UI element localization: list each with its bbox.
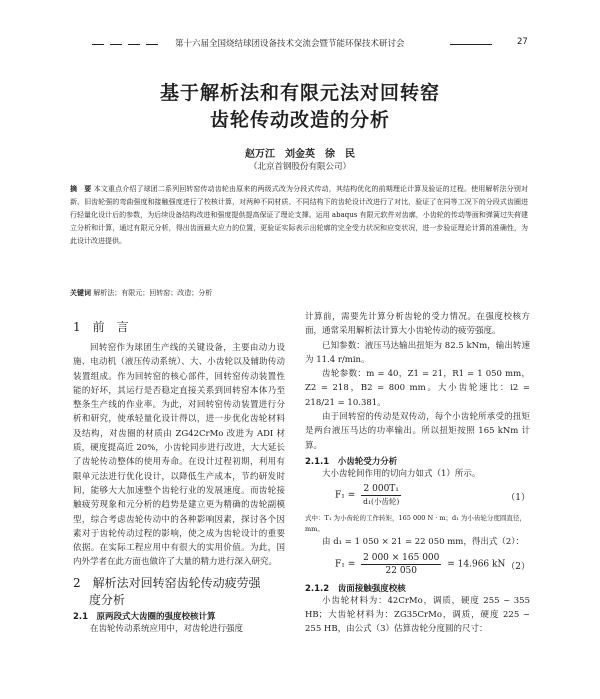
affiliation: （北京首钢股份有限公司） — [248, 162, 351, 172]
section-2-heading-line2: 度分析 — [89, 592, 126, 607]
header-rule — [146, 44, 158, 45]
header-rule — [128, 44, 140, 45]
equation-1-numerator: 2 000T₁ — [361, 483, 401, 496]
section-2-heading-line1: 2 解析法对回转窑齿轮传动疲劳强 — [73, 575, 261, 590]
header-rule — [450, 44, 492, 45]
section-2-1-2-heading: 2.1.2 齿面接触强度校核 — [305, 583, 406, 594]
equation-1-number: （1） — [506, 493, 530, 504]
keywords-text: 解析法；有限元；回转窑；改造；分析 — [93, 289, 213, 297]
equation-2-denominator: 22 050 — [385, 565, 418, 576]
equation-2-numerator: 2 000 × 165 000 — [363, 552, 440, 563]
left-column — [73, 318, 285, 636]
paragraph: 计算前，需要先计算分析齿轮的受力情况。在强度校核方面，通常采用解析法计算大小齿轮传动的疲劳强度。 — [305, 312, 530, 337]
paragraph: 已知参数：液压马达输出扭矩为 82.5 kNm，输出转速为 11.4 r/min。 — [305, 340, 530, 365]
header-rule — [92, 44, 104, 45]
paper-title-line2: 齿轮传动改造的分析 — [209, 109, 390, 131]
equation-1 — [335, 483, 530, 511]
paragraph: 大小齿轮间作用的切向力如式（1）所示。 — [322, 468, 481, 479]
abstract-text: 本文重点介绍了球团二系列回转窑传动齿轮由原来的两级式改为分段式传动，其结构优化的前期理论计算及验证的过程。使用解析法分别对新、旧齿轮强的弯曲强度和接触强度进行了校核计算，对两种不同材质、不同结构下的齿轮设计改进行了对比，验证了在同等工况下的分段式齿圈进行轻量化设计后的参数，为后续设备结构改进和强度提供提高保证了理论支撑。运用 abaqus 有限元软件对齿廓，小齿轮的传动等面和弹簧过失荷建立分析和计算，通过有限元分析，得出齿面最大应力的位置，更验证实际表示出轮廓的完全受力状况和应变状况，进一步验证理论计算的准确性，为此设计改进提供。 — [70, 185, 529, 245]
paragraph: 由 d₁ = 1 050 × 21 = 22 050 mm，得出式（2）： — [322, 537, 525, 548]
paper-title-line1: 基于解析法和有限元法对回转窑 — [159, 82, 440, 104]
equation-1-lhs: F₁ = — [335, 490, 356, 501]
paragraph: 齿轮参数：m = 40，Z1 = 21，R1 = 1 050 mm，Z2 = 218，B2 = 800 mm。大小齿轮速比：i2 = 218/21 = 10.381。 — [305, 369, 530, 408]
keywords-label: 关键词 — [70, 289, 91, 297]
equation-1-fraction — [361, 483, 401, 508]
authors: 赵万江 刘金英 徐 民 — [245, 149, 355, 160]
equation-2-number: （2） — [506, 561, 530, 572]
section-1-heading: 1 前 言 — [73, 320, 129, 334]
paragraph: 小齿轮材料为：42CrMo，调质，硬度 255 ~ 355 HB；大齿轮材料为：ZG35CrMo，调质，硬度 225 ~ 255 HB，由公式（3）估算齿轮分度圆的尺寸： — [305, 595, 530, 635]
keywords — [70, 287, 528, 300]
paragraph: 由于回转窑的传动是双传动，每个小齿轮所承受的扭矩是两台液压马达的功率输出。所以扭矩按照 165 kNm 计算。 — [305, 412, 530, 451]
header-rule — [110, 44, 122, 45]
section-2-1-1-heading: 2.1.1 小齿轮受力分析 — [305, 456, 398, 467]
equation-2-result: = 14.966 kN — [447, 559, 506, 570]
section-2-1-text: 在齿轮传动系统应用中，对齿轮进行强度 — [90, 623, 244, 634]
right-column — [305, 310, 530, 636]
equation-1-denominator: d₁(小齿轮) — [363, 497, 400, 507]
section-1-paragraph: 回转窑作为球团生产线的关键设备，主要由动力设施、电动机（液压传动系统）、大、小齿轮以及辅助传动装置组成。作为回转窑的核心部件，回转窑传动装置性能的好坏，其运行是否稳定直接关系到回转窑本体乃至整条生产线的作业率。为此，对回转窑传动装置进行分析和研究，使承轻量化设计得以，进一步优化齿轮材料及结构，对齿圈的材质由 ZG42CrMo 改进为 ADI 材质，硬度提高近 20%，小齿轮同步进行改进，大大延长了齿轮传动整体的使用寿命。在设计过程初期，利用有限单元法进行优化设计，以降低生产成本，节约研发时间，能够大大加速整个齿轮行业的发展速度。而齿轮接触疲劳现象和元分析的趋势是建立更为精确的齿轮副模型，综合考虑齿轮传动中的各种影响因素，探讨各个因素对于齿轮传动过程的影响，使之成为齿轮设计的重要依据。在实际工程应用中有很大的实用价值。为此，国内外学者在此方面也做许了大量的精力进行深入研究。 — [73, 343, 285, 568]
equation-2-lhs: F₁ = — [335, 559, 356, 570]
abstract — [70, 183, 528, 248]
equation-note: 式中：T₁ 为小齿轮的工作转矩，165 000 N · m；d₁ 为小齿轮分度圆直径，mm。 — [305, 514, 526, 534]
equation-2-fraction — [361, 552, 441, 577]
section-2-1-heading: 2.1 原两段式大齿圈的强度校核计算 — [73, 611, 216, 622]
abstract-label: 摘 要 — [70, 185, 92, 193]
running-header: 第十六届全国烧结球团设备技术交流会暨节能环保技术研讨会 — [175, 39, 405, 49]
equation-2 — [335, 552, 530, 580]
page-number: 27 — [517, 37, 528, 47]
